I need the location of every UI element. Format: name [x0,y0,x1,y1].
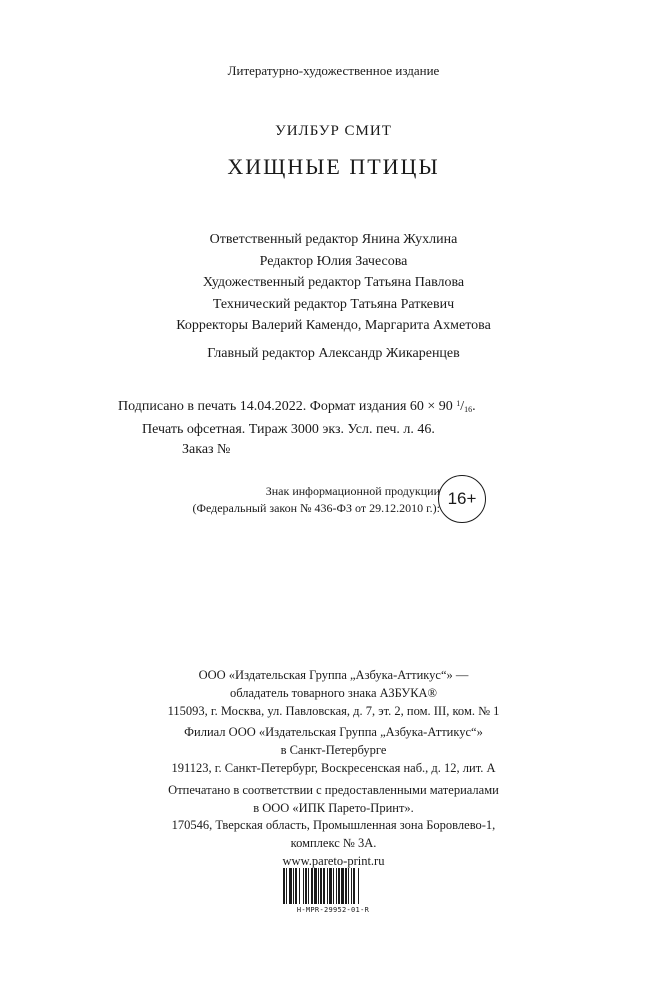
signed-to-print-line [118,394,538,420]
proofreaders: Корректоры Валерий Камендо, Маргарита Ахметова [176,318,491,333]
print-run-line: Печать офсетная. Тираж 3000 экз. Усл. печ. л. 46. [142,422,435,437]
staff-credits [0,229,667,364]
art-editor: Художественный редактор Татьяна Павлова [202,275,465,290]
fraction-end: . [472,399,476,414]
imprint-line: Отпечатано в соответствии с предоставленными материалами [168,782,499,797]
format-fraction: $^1/_{16}$. [456,399,476,414]
managing-editor: Ответственный редактор Янина Жухлина [209,232,458,247]
chief-editor: Главный редактор Александр Жикаренцев [207,345,460,361]
barcode-image [283,868,383,904]
technical-editor: Технический редактор Татьяна Раткевич [212,296,455,312]
imprint-line: в Санкт-Петербурге [280,743,387,758]
imprint-line: ООО «Издательская Группа „Азбука-Аттикус“» — [198,668,469,682]
publishing-info [118,394,538,460]
age-rating-text: 16+ [447,489,477,508]
imprint-line: в ООО «ИПК Парето-Принт». [253,800,414,815]
age-sign-label [160,483,440,517]
book-title: ХИЩНЫЕ ПТИЦЫ [227,154,440,179]
age-sign-label-line1: Знак информационной продукции [265,484,440,498]
imprint-line: 115093, г. Москва, ул. Павловская, д. 7, эт. 2, пом. III, ком. № 1 [167,703,500,718]
imprint-line: 170546, Тверская область, Промышленная зона Боровлево-1, [171,818,496,833]
imprint-line: 191123, г. Санкт-Петербург, Воскресенская наб., д. 12, лит. А [171,760,496,775]
age-rating-badge [438,475,486,523]
barcode-space [359,868,360,904]
age-sign-label-line2: (Федеральный закон № 436-ФЗ от 29.12.2010 г.): [192,501,440,515]
signed-text: Подписано в печать 14.04.2022. Формат издания 60 × 90 [118,399,453,414]
genre-label: Литературно-художественное издание [227,63,440,78]
fraction-numerator: 1 [456,399,461,408]
fraction-denominator: 16 [464,405,473,414]
imprint-block [0,667,667,871]
editor: Редактор Юлия Зачесова [259,253,408,269]
imprint-line: комплекс № 3А. [290,836,377,851]
author-name: УИЛБУР СМИТ [275,123,392,139]
imprint-line: обладатель товарного знака АЗБУКА® [229,685,438,700]
order-number-line: Заказ № [182,442,231,457]
imprint-line: Филиал ООО «Издательская Группа „Азбука-Аттикус“» [184,725,483,740]
printer-website: www.pareto-print.ru [282,853,385,868]
barcode-code: H-MPR-29952-01-R [296,906,370,914]
